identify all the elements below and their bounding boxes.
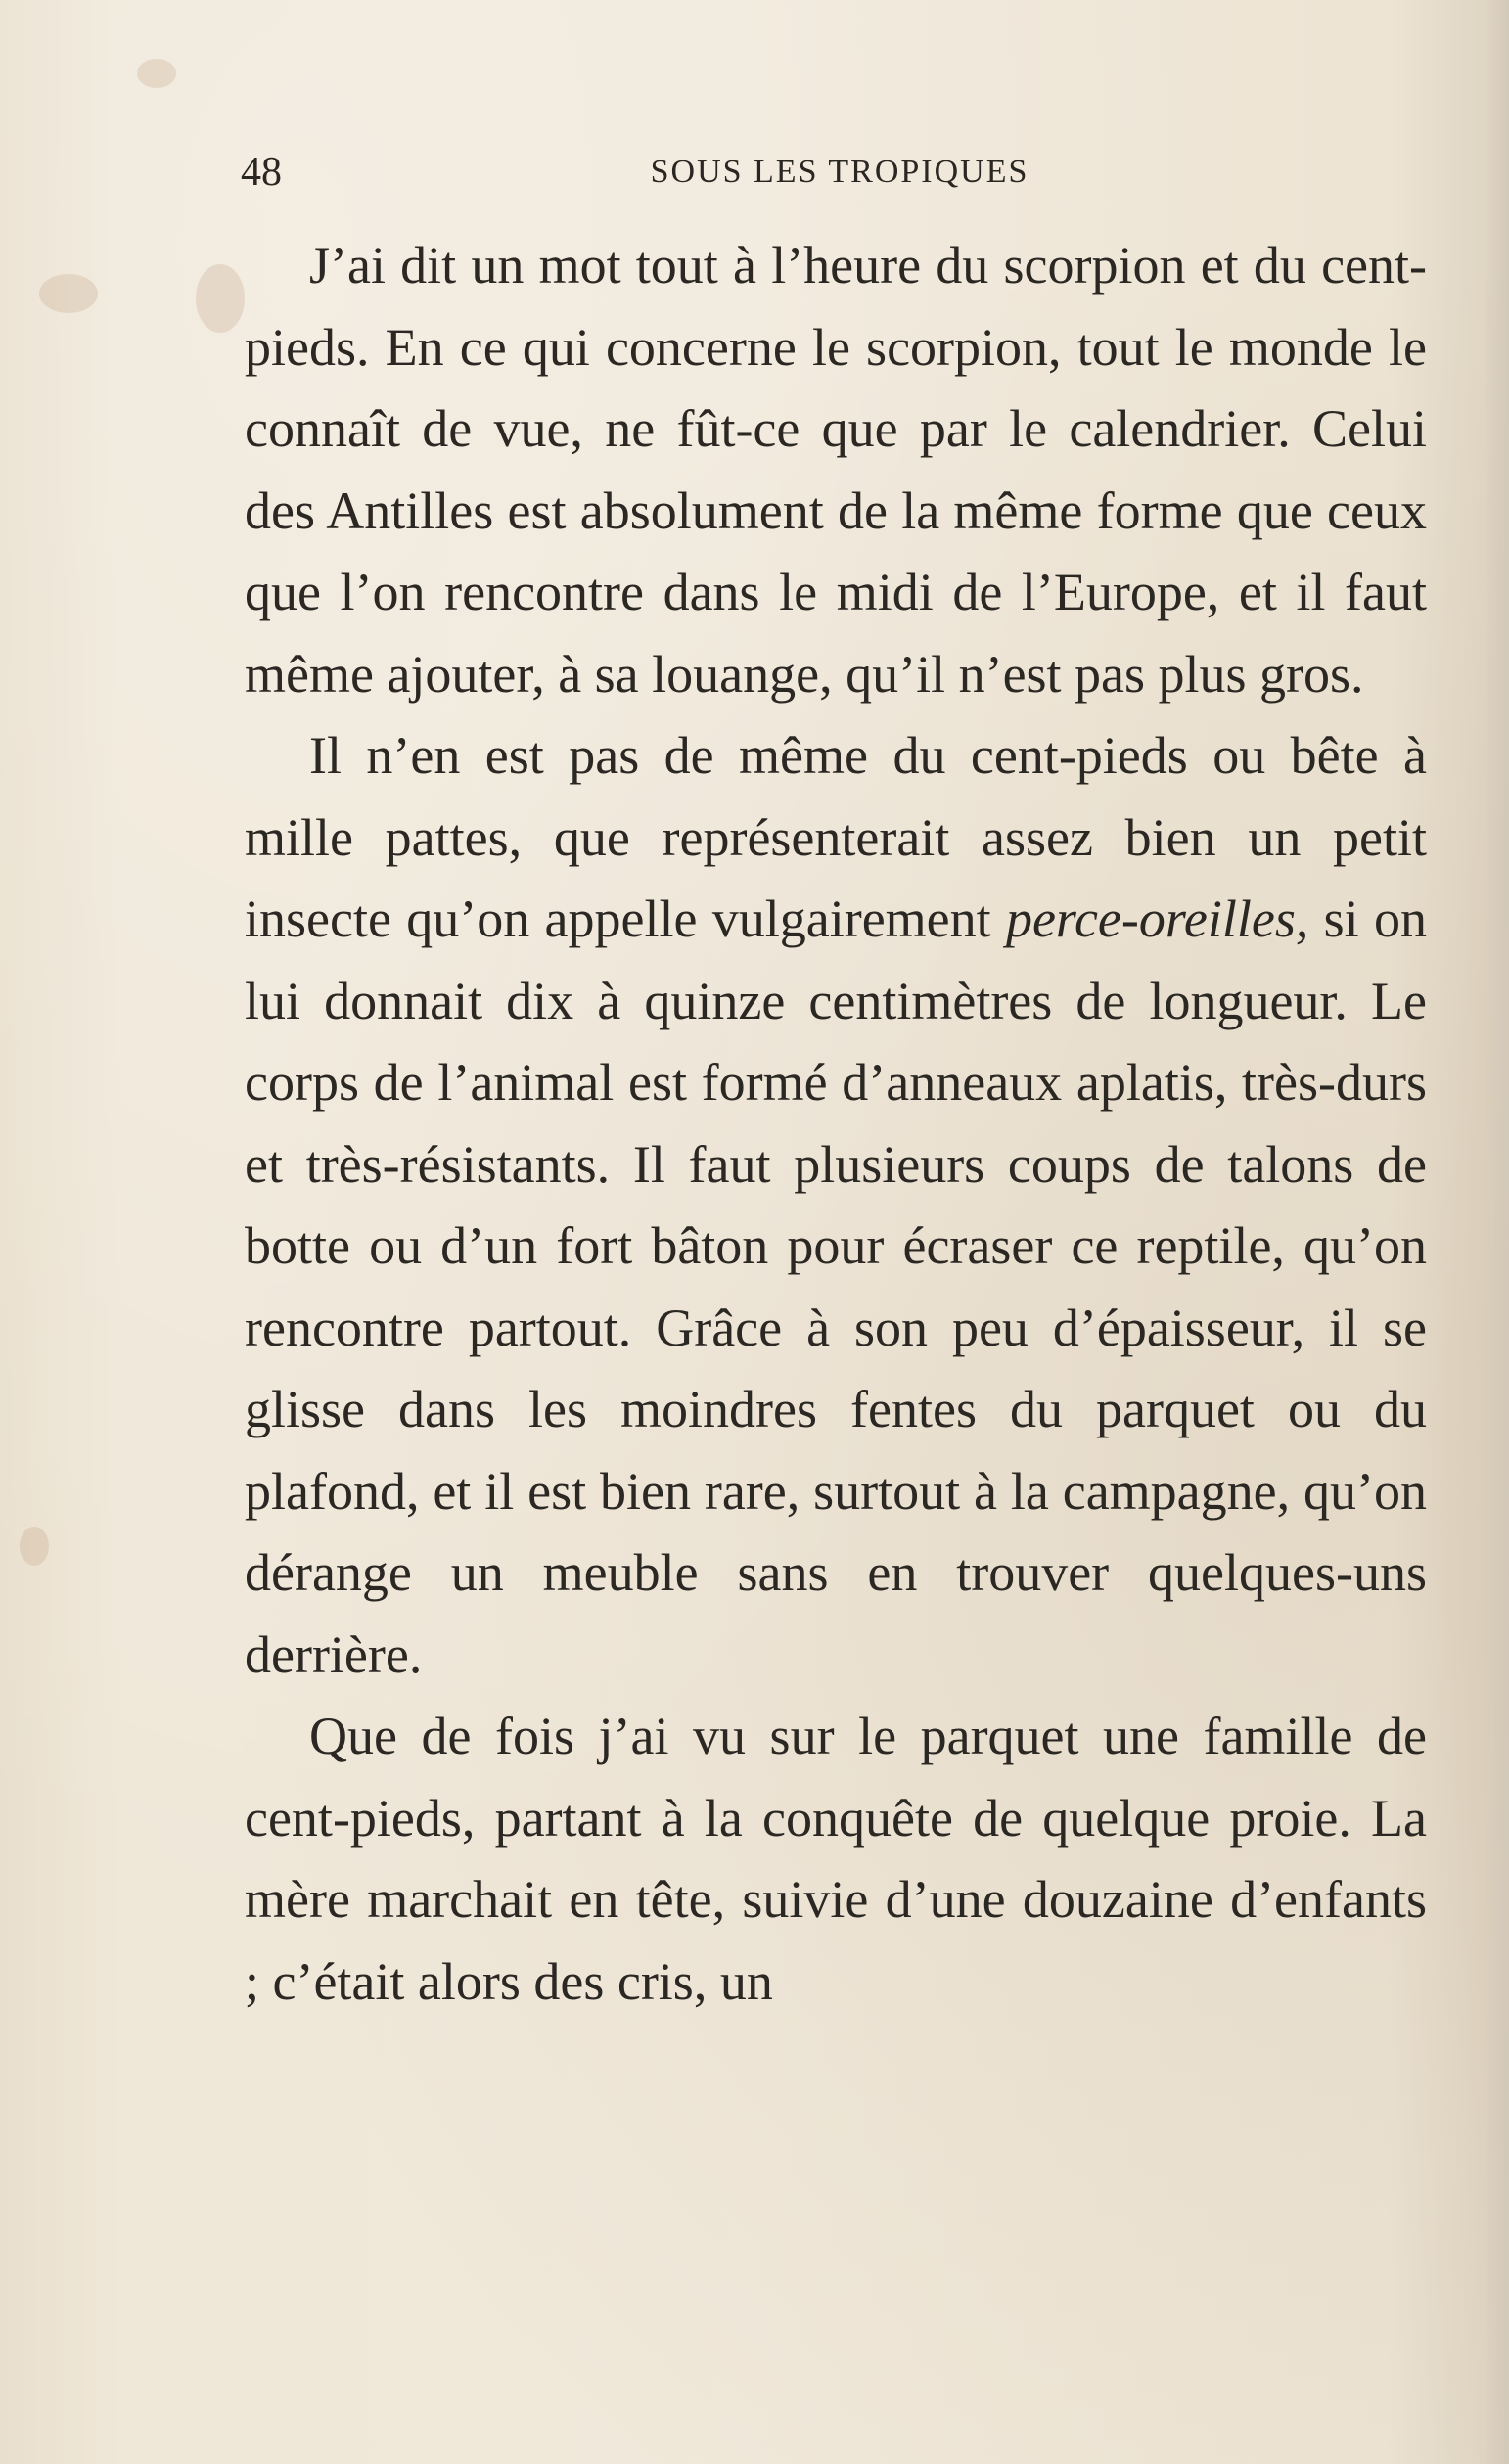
page-header — [241, 147, 1439, 205]
foxing-stain — [39, 274, 98, 313]
paragraph-1: J’ai dit un mot tout à l’heure du scorpion et du cent-pieds. En ce qui concerne le scorpion, tout le monde le connaît de vue, ne fût-ce que par le calendrier. Celui des Antilles est absolument de la même forme que ceux que l’on rencontre dans le midi de l’Europe, et il faut même ajouter, à sa louange, qu’il n’est pas plus gros. — [245, 236, 1427, 704]
foxing-stain — [20, 1527, 49, 1566]
page-number: 48 — [241, 150, 282, 195]
paragraph-2-text-end: si on lui donnait dix à quinze centimètres de longueur. Le corps de l’animal est formé d’anneaux aplatis, très-durs et très-résistants. Il faut plusieurs coups de talons de botte ou d’un fort bâton pour écraser ce reptile, qu’on rencontre partout. Grâce à son peu d’épaisseur, il se glisse dans les moindres fentes du parquet ou du plafond, et il est bien rare, surtout à la campagne, qu’on dérange un meuble sans en trouver quelques-uns derrière. — [245, 890, 1427, 1684]
running-title: SOUS LES TROPIQUES — [650, 154, 1029, 190]
paragraph-2 — [245, 715, 1427, 1696]
foxing-stain — [196, 264, 245, 333]
paragraph-3: Que de fois j’ai vu sur le parquet une famille de cent-pieds, partant à la conquête de quelque proie. La mère marchait en tête, suivie d’une douzaine d’enfants ; c’était alors des cris, un — [245, 1707, 1427, 2011]
italic-term: perce-oreilles, — [1005, 890, 1309, 948]
paragraph-2-text-start: Il n’en est pas de même du cent-pieds ou bête à mille pattes, que représenterait assez bien un petit insecte qu’on appelle vulgairement — [245, 726, 1427, 948]
page-edge-shadow — [1484, 0, 1509, 2464]
body-text — [245, 225, 1427, 2023]
foxing-stain — [137, 59, 176, 88]
